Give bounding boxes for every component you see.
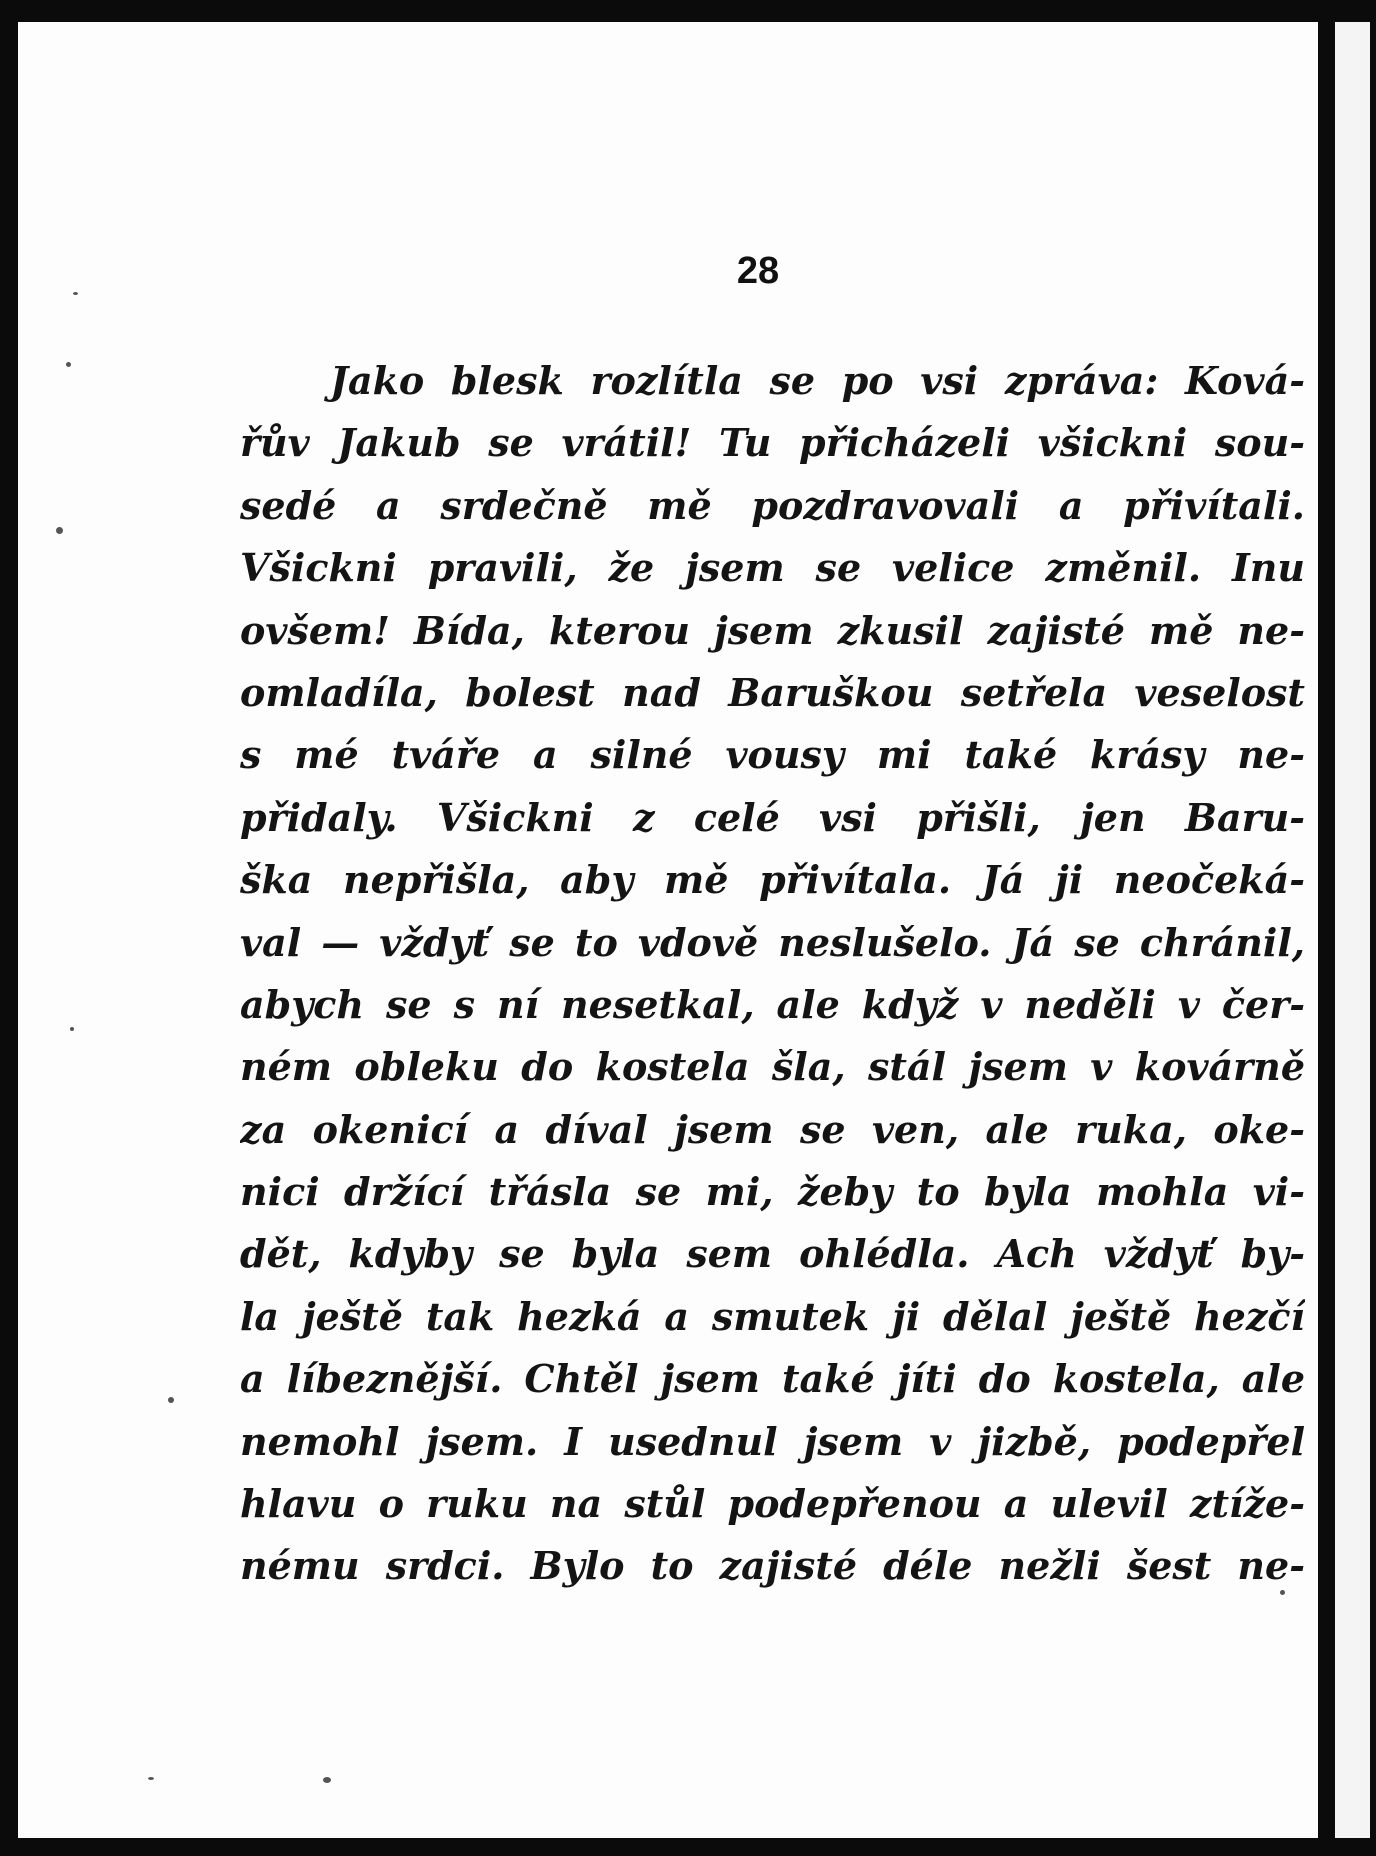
scan-border-bottom xyxy=(0,1838,1376,1856)
text-line: Všickni pravili, že jsem se velice změnil. Inu xyxy=(240,545,1305,591)
dust-speck xyxy=(168,1397,174,1403)
text-line: přidaly. Všickni z celé vsi přišli, jen Baru- xyxy=(240,794,1305,840)
text-line: ném obleku do kostela šla, stál jsem v kovárně xyxy=(240,1044,1305,1090)
text-line: la ještě tak hezká a smutek ji dělal ještě hezčí xyxy=(240,1293,1305,1339)
text-line: nemohl jsem. I usednul jsem v jizbě, podepřel xyxy=(240,1418,1305,1464)
text-line: s mé tváře a silné vousy mi také krásy ne- xyxy=(240,732,1305,778)
dust-speck xyxy=(148,1777,154,1780)
text-line: dět, kdyby se byla sem ohlédla. Ach vždyť by- xyxy=(240,1231,1305,1277)
scan-border-far-right xyxy=(1370,0,1376,1856)
dust-speck xyxy=(66,362,71,367)
text-line: sedé a srdečně mě pozdravovali a přivítali. xyxy=(240,482,1305,528)
text-line: nici držící třásla se mi, žeby to byla mohla vi- xyxy=(240,1169,1305,1215)
dust-speck xyxy=(56,527,63,534)
text-line: hlavu o ruku na stůl podepřenou a ulevil ztíže- xyxy=(240,1481,1305,1527)
text-line: ovšem! Bída, kterou jsem zkusil zajisté mě ne- xyxy=(240,607,1305,653)
dust-speck xyxy=(70,1027,74,1031)
scan-border-left xyxy=(0,0,18,1856)
text-line: za okenicí a díval jsem se ven, ale ruka, oke- xyxy=(240,1106,1305,1152)
text-line: omladíla, bolest nad Baruškou setřela veselost xyxy=(240,669,1305,715)
page-number: 28 xyxy=(736,250,780,292)
text-line: ška nepřišla, aby mě přivítala. Já ji neočeká- xyxy=(240,857,1305,903)
text-line: abych se s ní nesetkal, ale když v neděli v čer- xyxy=(240,981,1305,1027)
dust-speck xyxy=(73,292,78,295)
text-line: nému srdci. Bylo to zajisté déle nežli šest ne- xyxy=(240,1543,1305,1589)
book-page xyxy=(18,22,1318,1838)
body-text xyxy=(240,350,1305,1598)
text-line: a líbeznější. Chtěl jsem také jíti do kostela, ale xyxy=(240,1356,1305,1402)
scan-border-top xyxy=(0,0,1376,22)
scan-border-right xyxy=(1318,0,1335,1856)
text-line: val — vždyť se to vdově neslušelo. Já se chránil, xyxy=(240,919,1305,965)
text-line: řův Jakub se vrátil! Tu přicházeli všickni sou- xyxy=(240,420,1305,466)
text-line: Jako blesk rozlítla se po vsi zpráva: Ková- xyxy=(330,358,1305,403)
dust-speck xyxy=(323,1777,331,1783)
